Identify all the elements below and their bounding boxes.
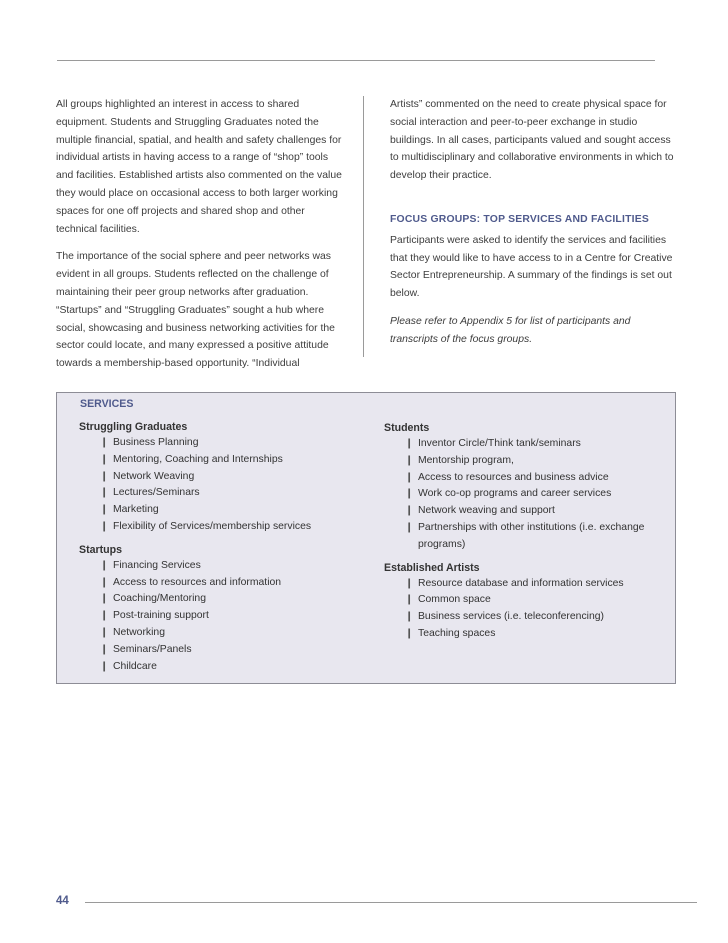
list-item-text: Partnerships with other institutions (i.e. exchange programs) — [418, 521, 645, 550]
services-left-column — [79, 419, 359, 681]
bullet-icon: ❙ — [405, 454, 414, 466]
list-item-text: Childcare — [113, 660, 157, 672]
group-heading-struggling-graduates: Struggling Graduates — [79, 421, 188, 433]
list-item-text: Mentorship program, — [418, 454, 514, 466]
list-item — [405, 576, 664, 593]
list-struggling-graduates — [79, 435, 359, 536]
list-established-artists — [384, 576, 664, 643]
body-paragraph: The importance of the social sphere and peer networks was evident in all groups. Students reflected on the challenge of maintaining their peer group networks after graduation. “Startups” and “Struggling Graduates” sought a hub where social, showcasing and business networking activities for the sector could locate, and many expressed a positive attitude towards a membership-based opportunity. “Individual — [56, 251, 335, 370]
bullet-icon: ❙ — [405, 611, 414, 623]
list-item — [100, 591, 359, 608]
bullet-icon: ❙ — [405, 488, 414, 500]
list-item — [405, 470, 664, 487]
list-item-text: Flexibility of Services/membership services — [113, 520, 312, 532]
list-item — [100, 575, 359, 592]
list-item-text: Mentoring, Coaching and Internships — [113, 453, 283, 465]
list-item-text: Network weaving and support — [418, 505, 555, 517]
bullet-icon: ❙ — [405, 438, 414, 449]
list-item — [405, 520, 664, 554]
bullet-icon: ❙ — [405, 594, 414, 606]
list-item — [100, 519, 359, 536]
bullet-icon: ❙ — [100, 593, 109, 605]
list-item — [405, 626, 664, 643]
list-item-text: Common space — [418, 594, 491, 606]
appendix-note: Please refer to Appendix 5 for list of participants and transcripts of the focus groups. — [390, 315, 631, 345]
list-item-text: Coaching/Mentoring — [113, 593, 206, 605]
right-column — [390, 96, 675, 359]
list-item — [100, 469, 359, 486]
bullet-icon: ❙ — [405, 627, 414, 639]
group-heading-startups: Startups — [79, 543, 122, 556]
top-rule — [57, 60, 655, 61]
list-item-text: Seminars/Panels — [113, 643, 192, 655]
bullet-icon: ❙ — [405, 577, 414, 589]
focus-groups-paragraph: Participants were asked to identify the services and facilities that they would like to have access to in a Centre for Creative Sector Entrepreneurship. A summary of the findings is set out below. — [390, 234, 673, 300]
list-item — [100, 625, 359, 642]
list-item — [405, 486, 664, 503]
bullet-icon: ❙ — [100, 487, 109, 499]
list-item — [100, 608, 359, 625]
list-item — [100, 502, 359, 519]
list-item — [100, 659, 359, 676]
bullet-icon: ❙ — [405, 521, 414, 533]
list-item — [405, 503, 664, 520]
bullet-icon: ❙ — [100, 520, 109, 532]
list-item — [100, 435, 359, 452]
list-item-text: Business services (i.e. teleconferencing) — [418, 611, 604, 623]
list-item-text: Teaching spaces — [418, 627, 496, 639]
bullet-icon: ❙ — [100, 610, 109, 622]
bullet-icon: ❙ — [100, 660, 109, 672]
list-startups — [79, 558, 359, 676]
bottom-rule — [85, 902, 697, 903]
list-item-text: Post-training support — [113, 610, 209, 622]
list-item-text: Marketing — [113, 504, 159, 516]
bullet-icon: ❙ — [100, 437, 109, 448]
list-item — [405, 592, 664, 609]
bullet-icon: ❙ — [100, 559, 109, 571]
services-right-column — [384, 420, 664, 649]
list-item-text: Access to resources and information — [113, 576, 282, 588]
list-item — [100, 485, 359, 502]
list-item — [405, 436, 664, 453]
services-box — [56, 392, 676, 684]
left-column — [56, 96, 346, 383]
list-item-text: Inventor Circle/Think tank/seminars — [418, 438, 581, 449]
bullet-icon: ❙ — [100, 453, 109, 465]
list-students — [384, 436, 664, 554]
bullet-icon: ❙ — [100, 504, 109, 516]
list-item-text: Network Weaving — [113, 470, 195, 482]
section-heading: FOCUS GROUPS: TOP SERVICES AND FACILITIES — [390, 213, 649, 225]
list-item-text: Lectures/Seminars — [113, 487, 200, 499]
list-item-text: Resource database and information services — [418, 577, 624, 589]
page-number: 44 — [56, 895, 69, 907]
list-item — [100, 642, 359, 659]
bullet-icon: ❙ — [100, 643, 109, 655]
group-heading-students: Students — [384, 422, 430, 434]
continuation-paragraph: Artists” commented on the need to create physical space for social interaction and peer-to-peer exchange in studio buildings. In all cases, participants valued and sought access to multidisciplinary and collaborative environments in which to develop their practice. — [390, 99, 674, 182]
bullet-icon: ❙ — [100, 576, 109, 588]
list-item — [405, 609, 664, 626]
body-paragraph: All groups highlighted an interest in access to shared equipment. Students and Struggling Graduates noted the multiple financial, spatial, and health and safety challenges for individual artists in having access to a range of “shop” tools and facilities. Established artists also commented on the value they would place on occasional access to both larger working spaces for one off projects and shared shop and other technical facilities. — [56, 99, 342, 235]
list-item — [100, 558, 359, 575]
services-title: SERVICES — [80, 398, 134, 410]
group-heading-established-artists: Established Artists — [384, 561, 480, 574]
bullet-icon: ❙ — [100, 470, 109, 482]
list-item-text: Work co-op programs and career services — [418, 488, 612, 500]
list-item-text: Business Planning — [113, 437, 199, 448]
list-item-text: Financing Services — [113, 559, 201, 571]
bullet-icon: ❙ — [100, 626, 109, 638]
list-item-text: Networking — [113, 626, 165, 638]
bullet-icon: ❙ — [405, 471, 414, 483]
list-item — [405, 453, 664, 470]
column-divider — [363, 96, 364, 357]
bullet-icon: ❙ — [405, 505, 414, 517]
list-item-text: Access to resources and business advice — [418, 471, 609, 483]
list-item — [100, 452, 359, 469]
